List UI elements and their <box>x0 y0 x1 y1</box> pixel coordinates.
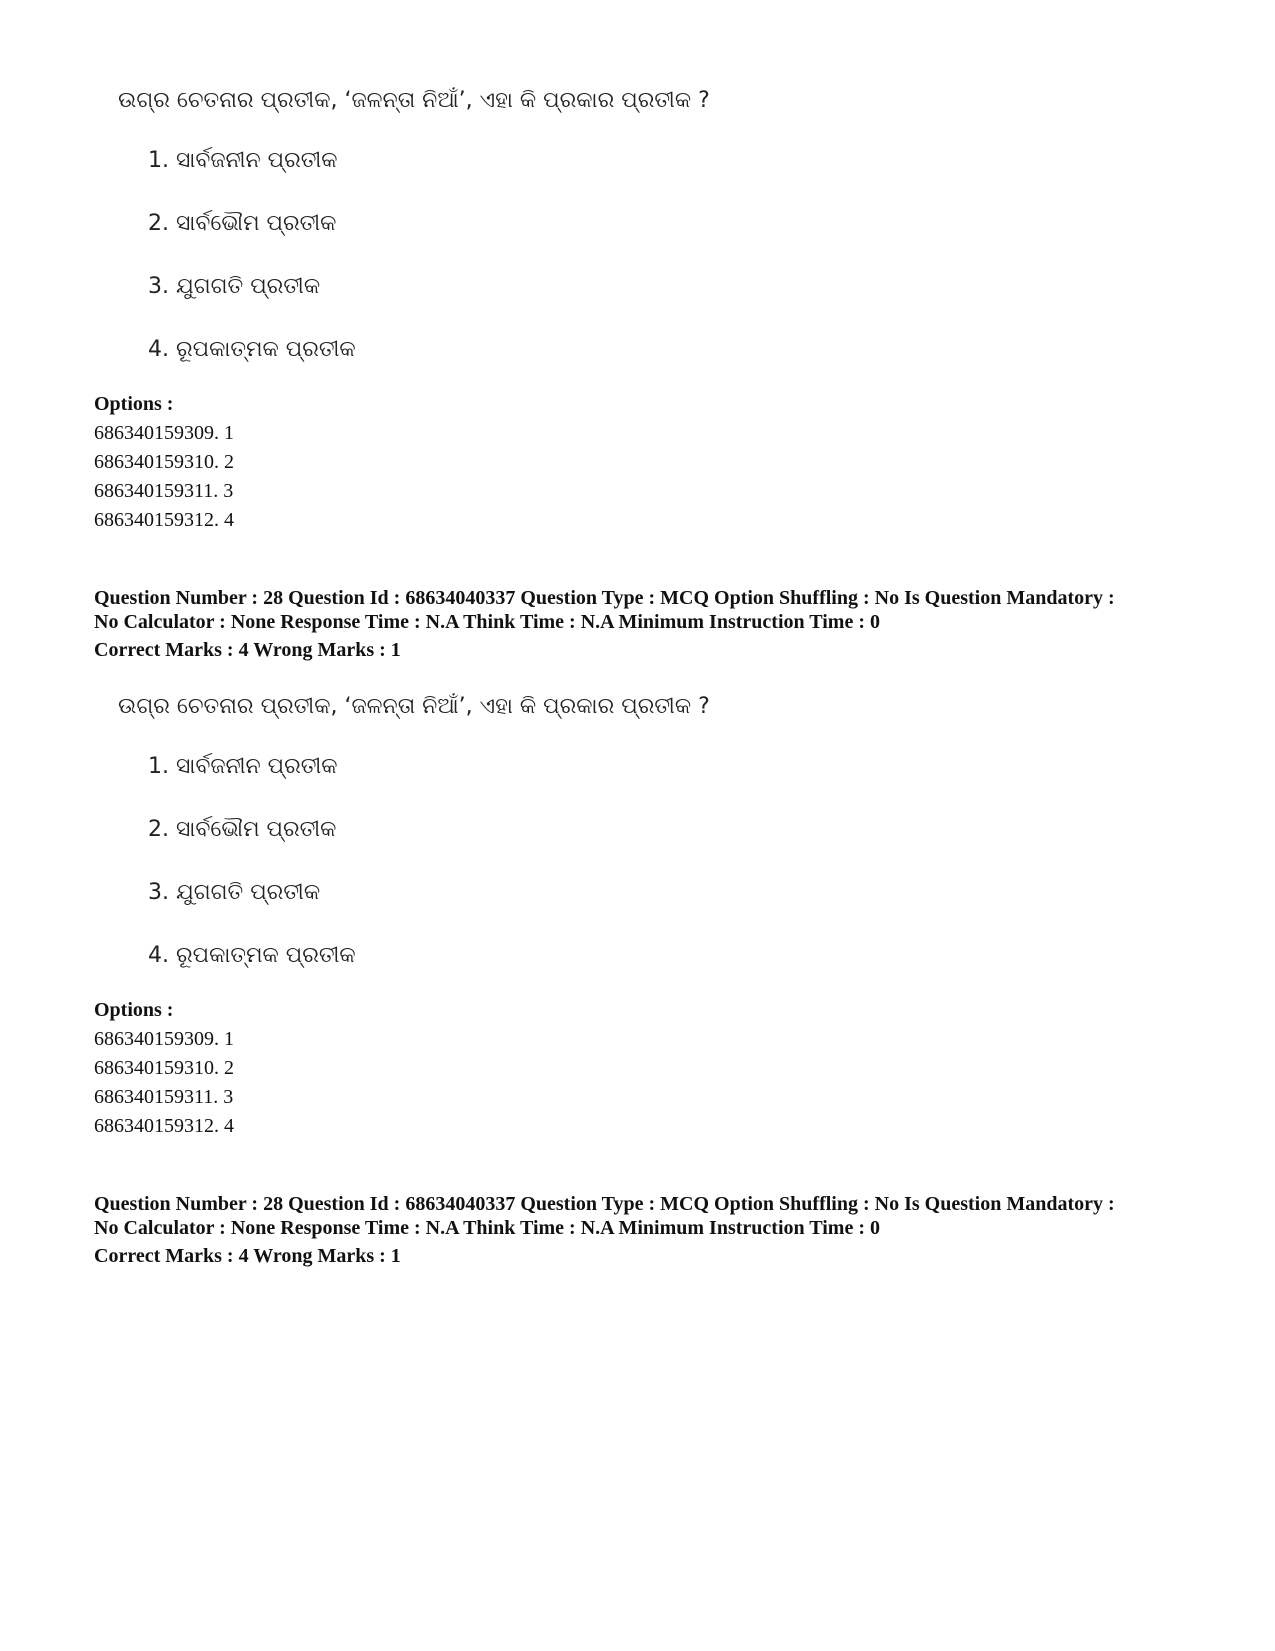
question-choice: 1. ସାର୍ବଜନୀନ ପ୍ରତୀକ <box>148 148 338 173</box>
question-choice: 3. ଯୁଗଗତି ପ୍ରତୀକ <box>148 274 321 299</box>
options-title: Options : <box>94 999 174 1021</box>
option-item: 686340159312. 4 <box>94 1115 234 1137</box>
marks-line: Correct Marks : 4 Wrong Marks : 1 <box>94 639 401 661</box>
option-item: 686340159309. 1 <box>94 1028 234 1050</box>
option-item: 686340159312. 4 <box>94 509 234 531</box>
options-title: Options : <box>94 393 174 415</box>
option-item: 686340159311. 3 <box>94 480 234 502</box>
question-content <box>118 86 710 362</box>
question-metadata <box>94 586 1204 662</box>
metadata-line: Question Number : 28 Question Id : 68634040337 Question Type : MCQ Option Shuffling : No Is Question Mandatory : <box>94 1193 1115 1215</box>
option-item: 686340159310. 2 <box>94 451 234 473</box>
question-content <box>118 692 710 968</box>
metadata-line: No Calculator : None Response Time : N.A Think Time : N.A Minimum Instruction Time : 0 <box>94 1217 880 1239</box>
question-choice: 4. ରୂପକାତ୍ମକ ପ୍ରତୀକ <box>148 337 356 362</box>
marks-line: Correct Marks : 4 Wrong Marks : 1 <box>94 1245 401 1267</box>
metadata-line: Question Number : 28 Question Id : 68634040337 Question Type : MCQ Option Shuffling : No Is Question Mandatory : <box>94 587 1115 609</box>
question-choice: 1. ସାର୍ବଜନୀନ ପ୍ରତୀକ <box>148 754 338 779</box>
question-choice: 3. ଯୁଗଗତି ପ୍ରତୀକ <box>148 880 321 905</box>
question-choice: 4. ରୂପକାତ୍ମକ ପ୍ରତୀକ <box>148 943 356 968</box>
question-metadata <box>94 1192 1204 1268</box>
option-item: 686340159311. 3 <box>94 1086 234 1108</box>
option-item: 686340159309. 1 <box>94 422 234 444</box>
question-choice: 2. ସାର୍ବଭୌମ ପ୍ରତୀକ <box>148 817 337 842</box>
question-stem: ଉଗ୍ର ଚେତନାର ପ୍ରତୀକ, ‘ଜଳନ୍ତା ନିଆଁ’, ଏହା କି ପ୍ରକାର ପ୍ରତୀକ ? <box>118 88 710 113</box>
options-list <box>94 996 234 1141</box>
option-item: 686340159310. 2 <box>94 1057 234 1079</box>
options-list <box>94 390 234 535</box>
question-stem: ଉଗ୍ର ଚେତନାର ପ୍ରତୀକ, ‘ଜଳନ୍ତା ନିଆଁ’, ଏହା କି ପ୍ରକାର ପ୍ରତୀକ ? <box>118 694 710 719</box>
question-choice: 2. ସାର୍ବଭୌମ ପ୍ରତୀକ <box>148 211 337 236</box>
metadata-line: No Calculator : None Response Time : N.A Think Time : N.A Minimum Instruction Time : 0 <box>94 611 880 633</box>
